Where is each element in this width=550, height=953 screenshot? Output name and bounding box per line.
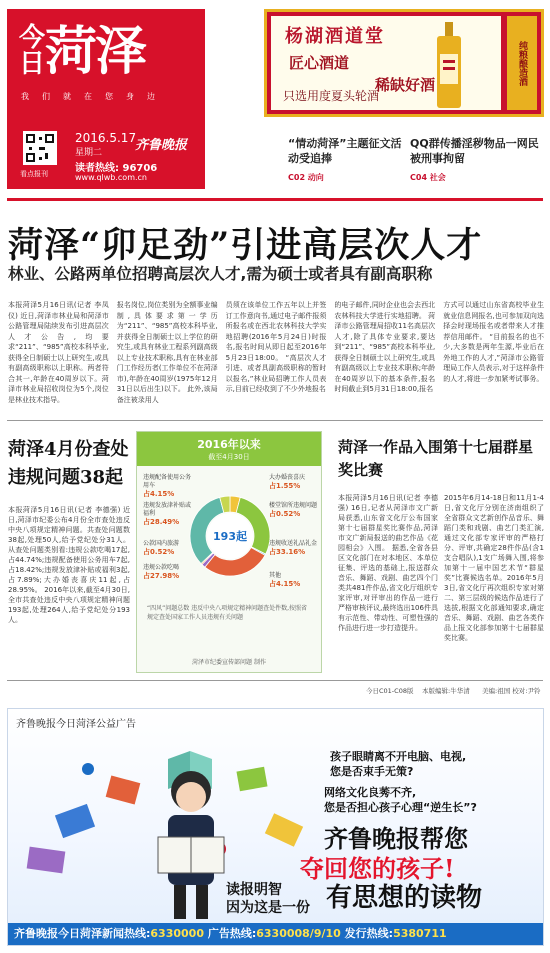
hotline-bar: 齐鲁晚报今日菏泽新闻热线:6330000 广告热线:6330008/9/10 发行热线:5380711 <box>8 923 543 945</box>
ad-line-3: 只选用度夏头轮酒 <box>283 89 380 103</box>
pie-label <box>143 502 193 527</box>
teaser-page: C04 社会 <box>410 173 446 182</box>
pie-label-value: 占4.15% <box>269 580 301 588</box>
pie-label-category: 楼堂馆所违规问题 <box>269 502 318 509</box>
pie-label-category: 其他 <box>269 572 282 579</box>
ad-line-2: 稀缺好酒 <box>375 76 436 94</box>
award-story-title[interactable]: 菏泽一作品入围第十七届群星奖比赛 <box>338 438 534 479</box>
ad-question-1: 孩子眼睛离不开电脑、电视, 您是否束手无策? <box>330 750 467 778</box>
award-column: 2015年6月14-18日和11月1-4日,省文化厅分别在济南组织了全省群众文艺新创作品音乐、舞蹈门类和戏剧、曲艺门类汇演,通过文化部专家评审的严格打分、评审,共确定28件作品(含1支合唱队),1支广场舞入围,将参加第十一届中国艺术节“群星奖”比赛候选名单。2016年5月3日,省文化厅再次组织专家对第二、第三层级的候选作品进行了选拔,根据文化部通知要求,确定音乐、舞蹈、戏剧、曲艺各类作品上报文化部参加第十七届群星奖比赛。 <box>444 494 544 642</box>
page-footer <box>8 686 542 698</box>
pie-label-category: 大办婚丧喜庆 <box>269 474 306 481</box>
ad-hotline[interactable]: 6330008/9/10 <box>256 927 341 940</box>
ad-tag: 齐鲁晚报今日菏泽公益广告 <box>16 719 136 730</box>
lead-story-body <box>8 300 544 412</box>
lead-column: 员须在该单位工作五年以上并签订工作意向书,通过电子邮件报须所报名或在西北农林科技大学实地招聘(2016年5月24日)时报名,报名时间从即日起至2016年5月23日18:00。 “高层次人才引进、或者具副高级职称的暂时以报名,”林业局招聘工作人员表示,目前已经收到了不少外地报名 <box>225 301 327 393</box>
public-service-ad[interactable] <box>7 708 544 946</box>
pie-label-category: 违规发放津补贴或福利 <box>143 502 192 517</box>
award-story-body <box>338 493 544 673</box>
pie-label-value: 占4.15% <box>143 490 175 498</box>
ad-read-slogan: 有思想的读物 <box>326 883 483 913</box>
donut-center-label: 193起 <box>213 530 247 543</box>
infographic-footnote: “四风”问题总数 违反中央八项规定精神问题查处件数,按照省规定查处国家工作人员违规有关问题 <box>147 605 308 621</box>
pie-label <box>269 474 319 491</box>
main-headline[interactable]: 菏泽“卯足劲”引进高层次人才 <box>8 225 483 266</box>
design-credit: 美编:祖国 校对:尹铃 <box>482 687 541 695</box>
lead-column: 本报菏泽5月16日讯(记者 李凤仪) 近日,菏泽市林业局和菏泽市公路管理局陆续发布引进高层次人才公告,均要求“211”、“985”高校本科毕业,获得全日制硕士以上研究生,或具有副高级职称以上职称。两者符合其一,年龄在40周岁以下。菏泽市林业局招收岗位为5个,岗位是林业技术指导。 <box>8 301 109 404</box>
lead-column: 报名岗位,岗位类别为全额事业编制,具体要求第一学历为“211”、“985”高校本科毕业,并获得全日制硕士以上学位的研究生,或具有林业工程系列副高级以上专业技术职称,具有在林业部门工作经历者(工作单位不在菏泽市),年龄在40周岁(1975年12月31日以后出生)以下。 此外,该局备注被录用人 <box>116 301 218 404</box>
teaser-title: “情动菏泽”主题征文活动受追捧 <box>288 137 402 165</box>
pie-label-value: 占27.98% <box>143 572 180 580</box>
pie-label <box>143 474 193 499</box>
ad-slogan-1: 齐鲁晚报帮您 <box>324 824 468 853</box>
pie-label <box>269 572 319 589</box>
logo-small: 今日 <box>19 23 44 79</box>
pie-label-value: 占33.16% <box>269 548 306 556</box>
lead-column: 方式可以通过山东省高校毕业生就业信息网报名,也可参加双向选择会时现场报名或者带来人才推荐信用邮件。 “目前报名的也不少,大多数是两年生源,毕业后在外地工作的人才,”菏泽市公路管理局工作人员表示,对于这样条件的人才,将进一步加紧考试事务。 <box>443 301 544 383</box>
newspaper-logo <box>19 17 145 87</box>
pie-label-value: 占0.52% <box>269 510 301 518</box>
ad-panel <box>271 16 501 110</box>
brand-name: 齐鲁晚报 <box>135 138 188 153</box>
pie-label-category: 公款国内旅游 <box>143 540 180 547</box>
discipline-story-title[interactable]: 菏泽4月份查处违规问题38起 <box>8 439 129 488</box>
pie-label <box>143 540 193 557</box>
website-link[interactable]: www.qlwb.com.cn <box>75 173 147 182</box>
pie-label <box>269 502 319 519</box>
teaser-qq-group[interactable] <box>410 136 540 185</box>
issue-weekday: 星期二 <box>75 148 103 158</box>
qr-code-icon[interactable] <box>23 131 57 165</box>
pie-label-value: 占1.55% <box>269 482 301 490</box>
slogan: 我们就在您身边 <box>21 92 168 101</box>
teaser-essay-contest[interactable] <box>288 136 402 185</box>
infographic-credit: 菏泽市纪委宣传部问题 制作 <box>192 659 266 666</box>
ad-read-text: 读报明智 因为这是一份 <box>226 882 310 916</box>
pie-label-category: 违规收送礼品礼金 <box>269 540 318 547</box>
infographic-title: 2016年以来 <box>197 438 261 451</box>
liquor-advertisement[interactable] <box>264 9 544 117</box>
issue-date: 2016.5.17 <box>75 131 137 145</box>
pie-label-category: 违规配备使用公务用车 <box>143 474 192 489</box>
editor-credit: 本版编辑:牛华清 <box>422 687 470 695</box>
distribution-hotline[interactable]: 5380711 <box>393 927 447 940</box>
main-subheadline: 林业、公路两单位招聘高层次人才,需为硕士或者具有副高职称 <box>8 265 433 283</box>
pie-label <box>143 564 193 581</box>
pie-label-value: 占28.49% <box>143 518 180 526</box>
logo-main: 菏泽 <box>45 21 146 82</box>
discipline-story-body: 本报菏泽5月16日讯(记者 李德强) 近日,菏泽市纪委公布4月份全市查处违反中央八项规定精神问题。共查处问题数38起,处理50人,给予党纪处分31人。 从查处问题类别看:违规公款吃喝17起,占44.74%;违规配备使用公务用车7起,占18.42%;违规发放津补贴或福利3起,占7.89%;大办婚丧喜庆11起,占28.95%。 2016年以来,截至4月30日,全市共查处违反中央八项规定精神问题193起,处理264人,给予党纪处分193人。 <box>8 506 130 624</box>
lead-column: 的电子邮件,同时企业也会去西北农林科技大学进行实地招聘。 菏泽市公路管理局招收11名高层次人才,除了具体专业要求,要达到“211”、“985”高校本科毕业,获得全日制硕士以上研究生,或具有副高级以上专业技术职称;年龄在40周岁以下的基本条件,报名时间截止到5月31日18:00,报名 <box>334 301 436 393</box>
qr-label: 看点报刊 <box>20 170 48 178</box>
award-column: 本报菏泽5月16日讯(记者 李德强) 16日,记者从菏泽市文广新局获悉,山东省文化厅公布国家第十七届群星奖比赛作品,菏泽市文广新局报送的曲艺作品《花园相会》入围。 据悉,全省各县区文化部门在对本地区、本单位征集、评选的基础上,报送群众音乐、舞蹈、戏剧、曲艺四个门类共481件作品,省文化厅组织专家评审,对评审出的作品一进行严格审核评议,最终选出106件具有示范性、带动性、可塑性强的作品进行进一步打造提升。 <box>338 494 438 632</box>
liquor-bottle-icon <box>435 22 463 110</box>
footer-divider <box>7 680 543 681</box>
ad-brand: 杨湖酒道堂 <box>285 26 385 47</box>
pie-label-value: 占0.52% <box>143 548 175 556</box>
ad-line-1: 匠心酒道 <box>289 54 350 72</box>
teaser-page: C02 动向 <box>288 173 324 182</box>
ad-question-2: 网络文化良莠不齐, 您是否担心孩子心理“逆生长”? <box>324 786 477 814</box>
teaser-title: QQ群传播淫秽物品一网民被刑事拘留 <box>410 137 539 165</box>
infographic <box>136 431 322 673</box>
ad-side-band: 纯粮酿造酒 <box>507 16 537 110</box>
reader-hotline: 读者热线: 96706 <box>75 163 158 174</box>
infographic-subtitle: 截至4月30日 <box>208 453 250 461</box>
masthead-divider <box>7 198 543 201</box>
page-range: 今日C01-C08版 <box>366 687 414 695</box>
child-reading-icon <box>146 763 236 923</box>
ad-slogan-2: 夺回您的孩子! <box>300 854 455 883</box>
section-divider <box>7 420 543 421</box>
pie-label-category: 违规公款吃喝 <box>143 564 180 571</box>
pie-label <box>269 540 319 557</box>
news-hotline[interactable]: 6330000 <box>150 927 204 940</box>
masthead <box>7 9 205 189</box>
